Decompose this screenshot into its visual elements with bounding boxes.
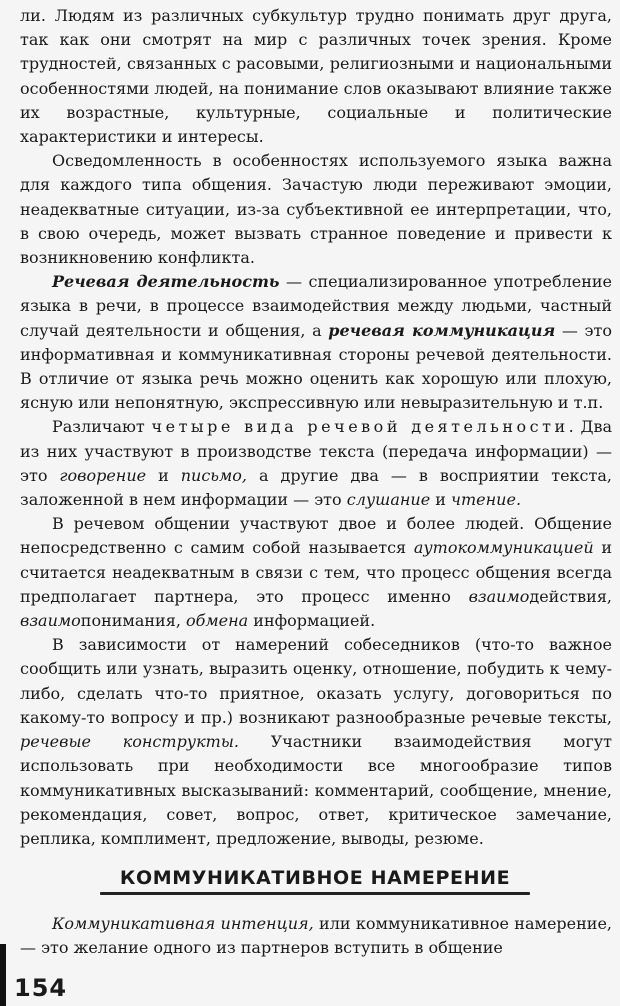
paragraph-6 xyxy=(20,633,612,851)
paragraph-6-text-2: Участники взаимодействия могут использовать при необходимости все многообразие типов коммуникативных высказываний: комментарий, сообщение, мнение, рекомендация, совет, вопрос, ответ, критическое замечание, реплика, комплимент, предложение, выводы, резюме. xyxy=(20,732,612,848)
paragraph-4-text-3: и xyxy=(146,465,181,485)
term-writing: письмо, xyxy=(180,465,247,485)
term-speech-communication: речевая коммуникация xyxy=(328,320,556,340)
section-heading: КОММУНИКАТИВНОЕ НАМЕРЕНИЕ xyxy=(119,867,511,889)
term-reading: чтение. xyxy=(451,490,522,510)
paragraph-3-text-1: — специализированное употребление языка в речи, в процессе взаимодействия между людьми, частный случай деятельности и общения, а xyxy=(20,272,613,340)
paragraph-4-text-4: а другие два — в восприятии текста, заложенной в нем информации — это xyxy=(20,465,612,510)
spaced-phrase: четыре вида речевой деятельности xyxy=(151,417,569,437)
page-edge-bar xyxy=(0,944,6,1006)
paragraph-3 xyxy=(20,270,612,415)
paragraph-6-text-1: В зависимости от намерений собеседников (что-то важное сообщить или узнать, выразить оценку, отношение, побудить к чему-либо, сделать что-то приятное, оказать услугу, договориться по какому-то вопросу и пр.) возникают разнообразные речевые тексты, xyxy=(20,635,612,727)
paragraph-1: ли. Людям из различных субкультур трудно понимать друг друга, так как они смотрят на мир с различных точек зрения. Кроме трудностей, связанных с расовыми, религиозными и национальными особенностями людей, на понимание слов оказывают влияние также их возрастные, культурные, социальные и политические характеристики и интересы. xyxy=(20,6,612,147)
body-text xyxy=(20,4,612,851)
paragraph-5-text-4: понимания, xyxy=(80,611,186,631)
term-communicative-intention: Коммуникативная интенция, xyxy=(52,914,314,933)
paragraph-5-text-5: информацией. xyxy=(248,611,376,631)
term-exchange: обмена xyxy=(185,611,249,631)
paragraph-4-text-1: Различают xyxy=(52,417,152,437)
term-listening: слушание xyxy=(346,490,431,510)
paragraph-4-text-5: и xyxy=(430,490,452,510)
term-speech-constructs: речевые конструкты. xyxy=(20,732,239,752)
term-vzaimo-1: взаимо xyxy=(468,586,530,606)
term-autocommunication: аутокоммуникацией xyxy=(413,538,594,558)
paragraph-4-text-2: . Два из них участвуют в производстве текста (передача информации) — это xyxy=(20,417,613,485)
paragraph-7 xyxy=(20,912,612,960)
body-text-continued xyxy=(20,912,612,960)
paragraph-4 xyxy=(20,415,612,512)
paragraph-2: Осведомленность в особенностях используемого языка важна для каждого типа общения. Зачастую люди переживают эмоции, неадекватные ситуации, из-за субъективной ее интерпретации, что, в свою очередь, может вызвать странное поведение и привести к возникновению конфликта. xyxy=(20,151,612,268)
paragraph-5-text-1: В речевом общении участвуют двое и более людей. Общение непосредственно с самим собой называется xyxy=(20,514,612,558)
paragraph-5-text-2: и считается неадекватным в связи с тем, что процесс общения всегда предполагает партнера, это процесс именно xyxy=(20,538,613,606)
paragraph-5-text-3: действия, xyxy=(529,586,612,606)
term-speaking: говорение xyxy=(59,465,147,485)
paragraph-7-text-1: или коммуникативное намерение, — это желание одного из партнеров вступить в общение xyxy=(20,914,613,958)
page-number: 154 xyxy=(14,974,68,1002)
term-speech-activity: Речевая деятельность xyxy=(52,272,280,292)
paragraph-3-text-2: — это информативная и коммуникативная стороны речевой деятельности. В отличие от языка речь можно оценить как хорошую или плохую, ясную или непонятную, экспрессивную или невыразительную и т.п. xyxy=(20,320,612,413)
section-heading-block xyxy=(100,866,530,895)
paragraph-5 xyxy=(20,512,612,633)
heading-underline xyxy=(100,892,530,895)
term-vzaimo-2: взаимо xyxy=(20,611,81,631)
